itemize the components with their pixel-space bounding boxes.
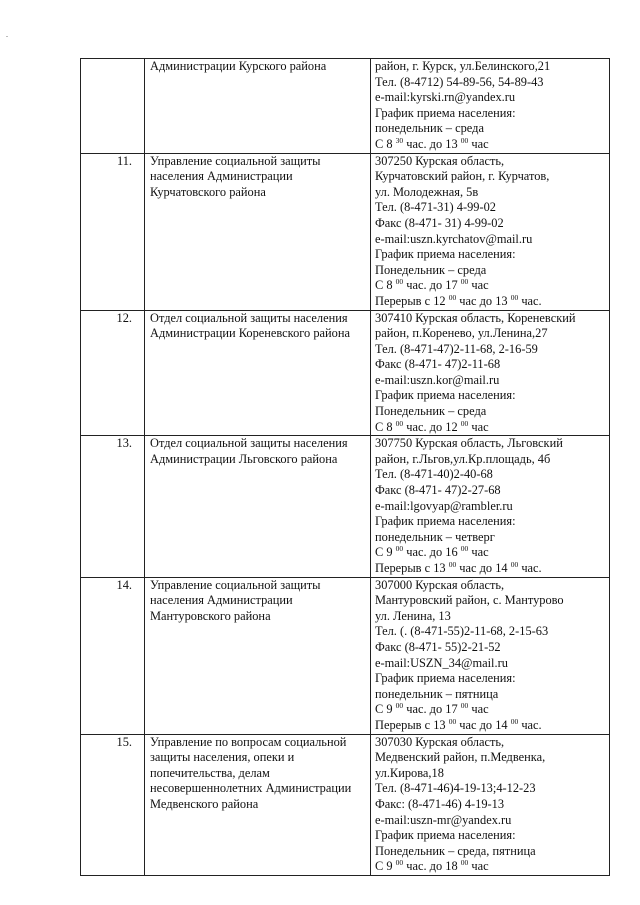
organization-name-line: Отдел социальной защиты населения — [150, 436, 348, 451]
contact-line: 307000 Курская область, — [375, 577, 505, 592]
contact-details — [371, 59, 610, 154]
time-minutes-superscript: 00 — [510, 560, 519, 569]
contact-line: Факс (8-471- 47)2-27-68 — [375, 483, 501, 498]
contact-line: С 8 $^{00}$ час. до 12 $^{00}$ час — [375, 418, 489, 434]
contact-line: Тел. (8-471-46)4-19-13;4-12-23 — [375, 781, 536, 796]
organization-name-line: Отдел социальной защиты населения — [150, 310, 348, 325]
time-minutes-superscript: 00 — [395, 544, 404, 554]
contact-line: Тел. (8-4712) 54-89-56, 54-89-43 — [375, 74, 544, 89]
organization-name-line: Управление социальной защиты — [150, 577, 321, 592]
organization-name-line: Управление по вопросам социальной — [150, 734, 347, 749]
time-minutes-superscript: 00 — [460, 135, 469, 145]
contact-line: Курчатовский район, г. Курчатов, — [375, 169, 550, 184]
organization-name-line: Управление социальной защиты — [150, 153, 321, 168]
organization-name-line: Администрации Льговского района — [150, 451, 338, 466]
table-row — [81, 310, 610, 436]
row-number: 14. — [81, 577, 145, 734]
time-minutes-superscript: 00 — [395, 701, 404, 711]
contact-line: e-mail:kyrski.rn@yandex.ru — [375, 90, 516, 105]
contact-line: Факс (8-471- 31) 4-99-02 — [375, 215, 504, 230]
time-minutes-superscript: 00 — [395, 277, 404, 287]
time-minutes-superscript: 00 — [448, 716, 457, 726]
table-row — [81, 734, 610, 875]
organization-name — [145, 59, 371, 154]
contact-details — [371, 153, 610, 310]
contacts-table-body — [81, 59, 610, 876]
contact-line: ул. Ленина, 13 — [375, 608, 451, 623]
contact-line: Тел. (8-471-31) 4-99-02 — [375, 200, 496, 215]
contact-line: e-mail:uszn.kyrchatov@mail.ru — [375, 231, 533, 246]
time-minutes-superscript: 00 — [510, 716, 519, 726]
contact-line: ул.Кирова,18 — [375, 765, 444, 780]
organization-name-line: Мантуровского района — [150, 608, 271, 623]
contact-line: e-mail:uszn.kor@mail.ru — [375, 372, 500, 387]
contact-line: e-mail:USZN_34@mail.ru — [375, 655, 508, 670]
contact-line: Понедельник – среда — [375, 404, 487, 419]
organization-name-line: Курчатовского района — [150, 184, 266, 199]
contact-line: Перерыв с 12 $^{00}$ час до 13 $^{00}$ час. — [375, 292, 542, 308]
contact-line: Мантуровский район, с. Мантурово — [375, 593, 564, 608]
contact-line: Факс (8-471- 55)2-21-52 — [375, 639, 501, 654]
contact-line: Медвенский район, п.Медвенка, — [375, 750, 546, 765]
organization-name-line: попечительства, делам — [150, 765, 270, 780]
contact-line: Понедельник – среда — [375, 262, 487, 277]
contact-line: Факс: (8-471-46) 4-19-13 — [375, 796, 505, 811]
contact-line: Тел. (. (8-471-55)2-11-68, 2-15-63 — [375, 624, 549, 639]
organization-name — [145, 310, 371, 436]
organization-name-line: Администрации Курского района — [150, 59, 327, 73]
row-number — [81, 59, 145, 154]
time-minutes-superscript: 00 — [460, 544, 469, 554]
table-row — [81, 436, 610, 577]
contact-line: район, п.Коренево, ул.Ленина,27 — [375, 326, 548, 341]
document-page — [80, 58, 610, 876]
table-row — [81, 59, 610, 154]
contact-line: район, г.Льгов,ул.Кр.площадь, 4б — [375, 451, 551, 466]
contact-line: С 9 $^{00}$ час. до 16 $^{00}$ час — [375, 544, 489, 560]
contact-line: Перерыв с 13 $^{00}$ час до 14 $^{00}$ час. — [375, 716, 542, 732]
contact-line: e-mail:uszn-mr@yandex.ru — [375, 812, 512, 827]
time-minutes-superscript: 00 — [460, 858, 469, 868]
time-minutes-superscript: 30 — [395, 135, 404, 145]
contact-line: С 8 $^{00}$ час. до 17 $^{00}$ час — [375, 277, 489, 293]
contact-line: Тел. (8-471-40)2-40-68 — [375, 467, 493, 482]
contact-line: 307750 Курская область, Льговский — [375, 436, 563, 451]
contact-line: График приема населения: — [375, 105, 516, 120]
contact-details — [371, 436, 610, 577]
contact-line: График приема населения: — [375, 514, 516, 529]
organization-name — [145, 436, 371, 577]
time-minutes-superscript: 00 — [460, 418, 469, 428]
contacts-table — [80, 58, 610, 876]
organization-name — [145, 734, 371, 875]
contact-line: Перерыв с 13 $^{00}$ час до 14 $^{00}$ час. — [375, 560, 542, 575]
contact-details — [371, 577, 610, 734]
contact-line: район, г. Курск, ул.Белинского,21 — [375, 59, 551, 73]
table-row — [81, 577, 610, 734]
time-minutes-superscript: 00 — [448, 292, 457, 302]
organization-name-line: населения Администрации — [150, 593, 293, 608]
contact-line: С 9 $^{00}$ час. до 17 $^{00}$ час — [375, 701, 489, 717]
row-number: 11. — [81, 153, 145, 310]
contact-line: 307250 Курская область, — [375, 153, 505, 168]
contact-line: e-mail:lgovyap@rambler.ru — [375, 498, 513, 513]
time-minutes-superscript: 00 — [460, 701, 469, 711]
time-minutes-superscript: 00 — [510, 292, 519, 302]
contact-line: понедельник – четверг — [375, 529, 495, 544]
time-minutes-superscript: 00 — [460, 277, 469, 287]
contact-line: С 8 $^{30}$ час. до 13 $^{00}$ час — [375, 135, 489, 151]
margin-mark — [6, 36, 8, 37]
organization-name-line: защиты населения, опеки и — [150, 750, 295, 765]
organization-name-line: несовершеннолетних Администрации — [150, 781, 352, 796]
contact-line: 307410 Курская область, Кореневский — [375, 310, 576, 325]
organization-name — [145, 153, 371, 310]
organization-name-line: Медвенского района — [150, 796, 259, 811]
contact-details — [371, 310, 610, 436]
table-row — [81, 153, 610, 310]
contact-line: понедельник – среда — [375, 121, 484, 136]
contact-details — [371, 734, 610, 875]
time-minutes-superscript: 00 — [448, 560, 457, 569]
row-number: 12. — [81, 310, 145, 436]
time-minutes-superscript: 00 — [395, 858, 404, 868]
contact-line: График приема населения: — [375, 671, 516, 686]
contact-line: Факс (8-471- 47)2-11-68 — [375, 357, 501, 372]
contact-line: 307030 Курская область, — [375, 734, 505, 749]
contact-line: С 9 $^{00}$ час. до 18 $^{00}$ час — [375, 858, 489, 874]
contact-line: График приема населения: — [375, 828, 516, 843]
contact-line: График приема населения: — [375, 388, 516, 403]
contact-line: График приема населения: — [375, 247, 516, 262]
contact-line: ул. Молодежная, 5в — [375, 184, 479, 199]
row-number: 13. — [81, 436, 145, 577]
row-number: 15. — [81, 734, 145, 875]
time-minutes-superscript: 00 — [395, 418, 404, 428]
organization-name — [145, 577, 371, 734]
contact-line: Тел. (8-471-47)2-11-68, 2-16-59 — [375, 341, 538, 356]
contact-line: понедельник – пятница — [375, 686, 499, 701]
organization-name-line: Администрации Кореневского района — [150, 326, 350, 341]
organization-name-line: населения Администрации — [150, 169, 293, 184]
contact-line: Понедельник – среда, пятница — [375, 843, 536, 858]
